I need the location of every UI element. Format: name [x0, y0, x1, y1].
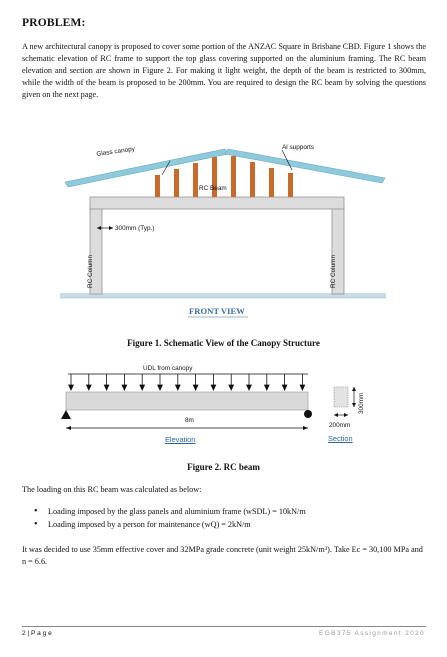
glass-canopy-label: Glass canopy [96, 145, 136, 158]
udl-arrowhead [140, 385, 145, 390]
udl-arrowhead [122, 385, 127, 390]
beam-section [334, 387, 348, 407]
udl-arrowhead [300, 385, 305, 390]
udl-arrowhead [176, 385, 181, 390]
udl-arrows [68, 374, 308, 390]
closing-paragraph: It was decided to use 35mm effective cover and 32MPa grade concrete (unit weight 25kN/m³). Take Ec = 30,100 MPa and n = 6.6. [22, 545, 423, 566]
loading-item-sdl: • Loading imposed by the glass panels and aluminium frame (wSDL) = 10kN/m [48, 505, 306, 518]
glass-panel-right [225, 149, 385, 183]
figure-2-beam-diagram [0, 370, 447, 450]
span-label: 8m [185, 417, 194, 424]
rc-beam-elevation [66, 392, 308, 410]
udl-arrowhead [211, 385, 216, 390]
dim-300-label: 300mm (Typ.) [115, 225, 155, 232]
figure-2-caption: Figure 2. RC beam [187, 462, 260, 472]
pin-support [61, 410, 71, 419]
section-width-label: 200mm [329, 422, 351, 429]
udl-label: UDL from canopy [143, 365, 193, 372]
rc-beam-label: RC Beam [199, 185, 227, 192]
udl-arrowhead [265, 385, 270, 390]
section-label: Section [328, 434, 353, 443]
loading-list [48, 505, 306, 531]
front-view-label: FRONT VIEW [189, 306, 245, 316]
udl-arrowhead [247, 385, 252, 390]
section-depth-label: 300mm [358, 392, 365, 414]
udl-arrowhead [282, 385, 287, 390]
rc-column-left-label: RC Column [87, 254, 94, 288]
rc-column-right-label: RC Column [330, 254, 337, 288]
udl-arrowhead [193, 385, 198, 390]
udl-arrowhead [104, 385, 109, 390]
elevation-label: Elevation [165, 435, 196, 444]
figure-1-caption: Figure 1. Schematic View of the Canopy Structure [127, 338, 320, 348]
page-number: 2 | P a g e [22, 630, 52, 637]
udl-arrowhead [158, 385, 163, 390]
rc-beam-frame [90, 197, 344, 209]
loading-item-q: • Loading imposed by a person for maintenance (wQ) = 2kN/m [48, 518, 306, 531]
course-label: EGB375 Assignment 2020 [319, 630, 425, 637]
problem-heading: PROBLEM: [22, 17, 86, 29]
al-supports-label: Al supports [282, 144, 314, 151]
udl-arrowhead [229, 385, 234, 390]
roller-support [304, 410, 312, 418]
figure-1-canopy-diagram [0, 135, 447, 325]
loading-intro: The loading on this RC beam was calculated as below: [22, 485, 202, 494]
udl-arrowhead [69, 385, 74, 390]
udl-arrowhead [87, 385, 92, 390]
intro-paragraph: A new architectural canopy is proposed to cover some portion of the ANZAC Square in Brisbane CBD. Figure 1 shows the schematic elevation of RC frame to support the top glass covering supported on the aluminium framing. The RC beam elevation and section are shown in Figure 2. For making it light weight, the depth of the beam is restricted to 300mm, while the width of the beam is proposed to be 200mm. You are required to design the RC beam by solving the questions given on the next page. [22, 42, 426, 99]
glass-panel-left [65, 149, 228, 187]
